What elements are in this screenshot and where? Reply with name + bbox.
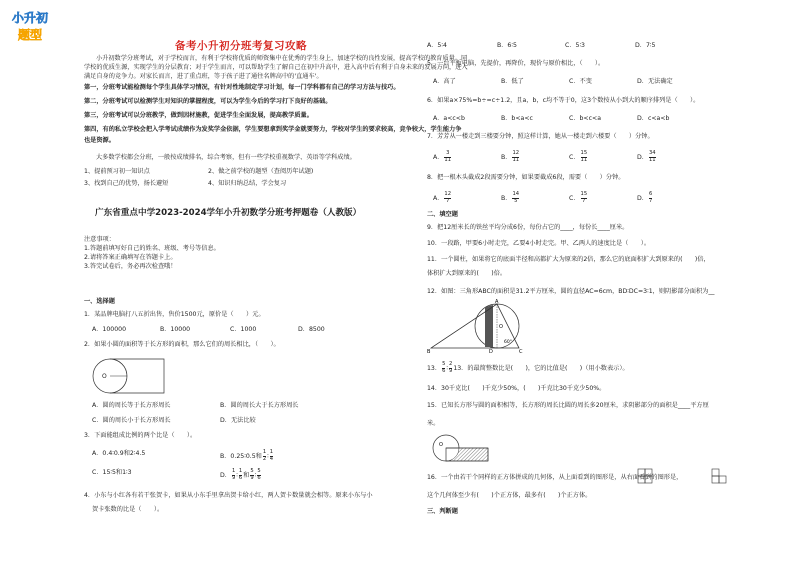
q2-circle-rectangle-figure — [90, 355, 170, 397]
q5-option-b: B．低了 — [501, 78, 524, 85]
svg-text:O: O — [499, 324, 503, 330]
guide-paragraph-1b: 学校的优质生源，实现学生的分层教育；对于学生而言，可以帮助学生了解自己在初中升高中，进入高中后有利于自身未来的发展方向，进入 — [84, 64, 468, 71]
question-2: 2．如果小圆的面积等于长方形的面积，那么它们的周长相比，（ ）。 — [84, 341, 280, 348]
question-11a: 11．一个圆柱，如果将它的底面半径和高都扩大为原来的2倍，那么它的底面积扩大到原来的( )倍， — [427, 256, 710, 263]
q7-option-a: A． $\frac{3}{11}$ — [433, 150, 452, 163]
guide-paragraph-2: 大多数学校都会分班，一般按成绩排名，综合考察，但有一些学校重视数学、英语等学科成绩。 — [96, 154, 356, 161]
q2-option-a: A．圆的周长等于长方形周长 — [92, 402, 171, 409]
svg-text:O: O — [102, 373, 107, 380]
q12-triangle-circle-figure — [427, 298, 537, 354]
svg-text:60°: 60° — [504, 340, 512, 345]
tip-3: 3、找到自己的优势，扬长避短 — [84, 180, 169, 187]
question-15b: 米。 — [427, 420, 440, 427]
guide-point-3: 第三，分班考试可以分班教学，做到因材施教，促进学生全面发展，提高教学质量。 — [84, 112, 313, 119]
guide-title: 备考小升初分班考复习攻略 — [175, 40, 307, 52]
guide-point-4a: 第四，有的私立学校会把入学考试成绩作为发奖学金依据，学生要想拿到奖学金就要努力，学校对学生的要求较高，竞争较大，学生能力争 — [84, 126, 462, 133]
q4-option-a: A．5∶4 — [427, 42, 447, 49]
section-choice: 一、选择题 — [84, 298, 115, 305]
guide-point-4b: 也是资源。 — [84, 137, 115, 144]
question-16a: 16．一个由若干个同样的正方体拼成的几何体，从上面看到的图形是，从右面看到的图形是， — [427, 474, 683, 481]
q4-option-d: D．7∶5 — [635, 42, 656, 49]
svg-text:D: D — [489, 349, 493, 354]
question-3: 3．下面能组成比例的两个比是（ ）。 — [84, 432, 197, 439]
note-3: 3.答完试卷后，务必再次检查哦！ — [84, 263, 177, 270]
q1-option-b: B．10000 — [160, 326, 191, 333]
q2-option-b: B．圆的周长大于长方形周长 — [220, 402, 299, 409]
question-12: 12．如图：三角形ABC的面积是31.2平方厘米，圆的直径AC=6cm，BD∶DC=3∶1，则阴影部分面积为__ — [427, 288, 715, 295]
guide-paragraph-1c: 满足自身的竞争力。对家长而言，进了重点班，等于孩子进了通往名牌高中的'直通车'。 — [84, 73, 323, 80]
question-15a: 15．已知长方形与圆的面积相等，长方形的周长比圆的周长多20厘米，求阴影部分的面积是____平方厘 — [427, 402, 709, 409]
q6-option-c: C．b<c<a — [569, 115, 601, 122]
q3-option-c: C．15∶5和1∶3 — [92, 469, 132, 476]
section-true-false: 三、判断题 — [427, 508, 458, 515]
q1-option-a: A．100000 — [92, 326, 127, 333]
q1-option-d: D．8500 — [298, 326, 325, 333]
q7-option-b: B． $\frac{12}{11}$ — [501, 150, 520, 163]
note-2: 2.请将答案正确填写在答题卡上。 — [84, 254, 177, 261]
q3-option-d: D． $\frac{1}{9}$ ∶ $\frac{1}{6}$ 和 $\frac{5}{9}$ ∶ $\frac{5}{6}$ — [220, 468, 261, 481]
svg-text:O: O — [439, 442, 443, 448]
logo-image — [4, 6, 56, 46]
question-9: 9．把12厘米长的铁丝平均分成6份，每份占它的____，每份长____厘米。 — [427, 224, 629, 231]
svg-text:C: C — [519, 349, 523, 354]
guide-point-1: 第一，分班考试能检测每个学生具体学习情况，有针对性地制定学习计划，每一门学科都有自己的学习方法与技巧。 — [84, 84, 400, 91]
question-6: 6．如果a×75%=b÷=c÷1.2，且a，b，c均不等于0，这3个数按从小到大的顺序排列是（ ）。 — [427, 97, 700, 104]
question-8: 8．把一根木头截成2段需要分钟，如果要截成6段，需要（ ）分钟。 — [427, 174, 625, 181]
q4-option-b: B．6∶5 — [497, 42, 517, 49]
question-10: 10．一段路，甲要6小时走完，乙要4小时走完。甲、乙两人的速度比是（ ）。 — [427, 240, 651, 247]
question-14: 14．30千克比( )千克少50%，( )千克比30千克少50%。 — [427, 385, 606, 392]
q4-option-c: C．5∶3 — [565, 42, 585, 49]
svg-text:A: A — [495, 299, 499, 305]
svg-text:B: B — [427, 349, 431, 354]
section-fill-in: 二、填空题 — [427, 211, 458, 218]
q16-right-view-figure — [711, 468, 735, 484]
q3-option-b: B．0.25∶0.5和 $\frac{1}{2}$ ∶ $\frac{1}{4}$ — [220, 449, 274, 462]
q6-option-a: A．a<c<b — [433, 115, 465, 122]
q3-option-a: A．0.4∶0.9和2∶4.5 — [92, 450, 146, 457]
q1-option-c: C．1000 — [230, 326, 257, 333]
question-4a: 4．小东与小红各有若干张贺卡，如果从小东手里拿出贺卡给小红，两人贺卡数量就会相等。原来小东与小 — [84, 492, 373, 499]
q8-option-b: B． $\frac{14}{5}$ — [501, 191, 520, 204]
tip-4: 4、知识归纳总结，学会复习 — [208, 180, 287, 187]
guide-point-2: 第二，分班考试可以检测学生对知识的掌握程度，可以为学生今后的学习打下良好的基础。 — [84, 98, 332, 105]
svg-text:题型: 题型 — [17, 28, 43, 42]
question-11b: 体积扩大到原来的( )倍。 — [427, 270, 507, 277]
q5-option-d: D．无法确定 — [637, 78, 673, 85]
guide-paragraph-1a: 小升初数学分班考试，对于学校而言，有利于学校将优质的师资集中在优秀的学生身上，加速学校的良性发展，提高学校的教育质量。同 — [96, 55, 468, 62]
q7-option-d: D． $\frac{34}{11}$ — [637, 150, 656, 163]
note-1: 1.答题前填写好自己的姓名、班级、考号等信息。 — [84, 245, 220, 252]
q2-option-d: D．无法比较 — [220, 417, 256, 424]
q15-rectangle-circle-figure — [431, 430, 491, 466]
question-13: 13． $\frac{5}{6}$ ∶ $\frac{2}{9}$ 13．的最简整数比是( )，它的比值是( )（用小数表示）。 — [427, 361, 629, 374]
q6-option-d: D．c<a<b — [637, 115, 670, 122]
q8-option-d: D． $\frac{6}{7}$ — [637, 191, 653, 204]
question-5: 5．一台平板电脑，先提价，再降价，现价与原价相比，（ ）。 — [427, 60, 605, 67]
question-4b: 贺卡张数的比是（ ）。 — [92, 506, 164, 513]
q16-top-view-figure — [637, 468, 661, 484]
q7-option-c: C． $\frac{15}{11}$ — [569, 150, 588, 163]
q8-option-c: C． $\frac{15}{7}$ — [569, 191, 588, 204]
notes-title: 注意事项： — [84, 236, 115, 243]
q2-option-c: C．圆的周长小于长方形周长 — [92, 417, 171, 424]
question-1: 1．某品牌电脑打八五折出售，售价1500元，原价是（ ）元。 — [84, 311, 265, 318]
q5-option-c: C．不变 — [569, 78, 592, 85]
tip-2: 2、做之前学校的题型（查阅历年试题) — [208, 168, 314, 175]
tip-1: 1、提前预习初一知识点 — [84, 168, 150, 175]
q5-option-a: A．高了 — [433, 78, 456, 85]
exam-title: 广东省重点中学2023-2024学年小升初数学分班考押题卷（人教版） — [95, 208, 362, 218]
question-16b: 这个几何体至少有( )个正方体，最多有( )个正方体。 — [427, 492, 592, 499]
right-page — [397, 0, 794, 562]
svg-text:小升初: 小升初 — [11, 11, 49, 25]
q8-option-a: A． $\frac{12}{7}$ — [433, 191, 452, 204]
question-7: 7．芳芳从一楼走到三楼要分钟，照这样计算，她从一楼走到六楼要（ ）分钟。 — [427, 133, 654, 140]
q6-option-b: B．b<a<c — [501, 115, 533, 122]
